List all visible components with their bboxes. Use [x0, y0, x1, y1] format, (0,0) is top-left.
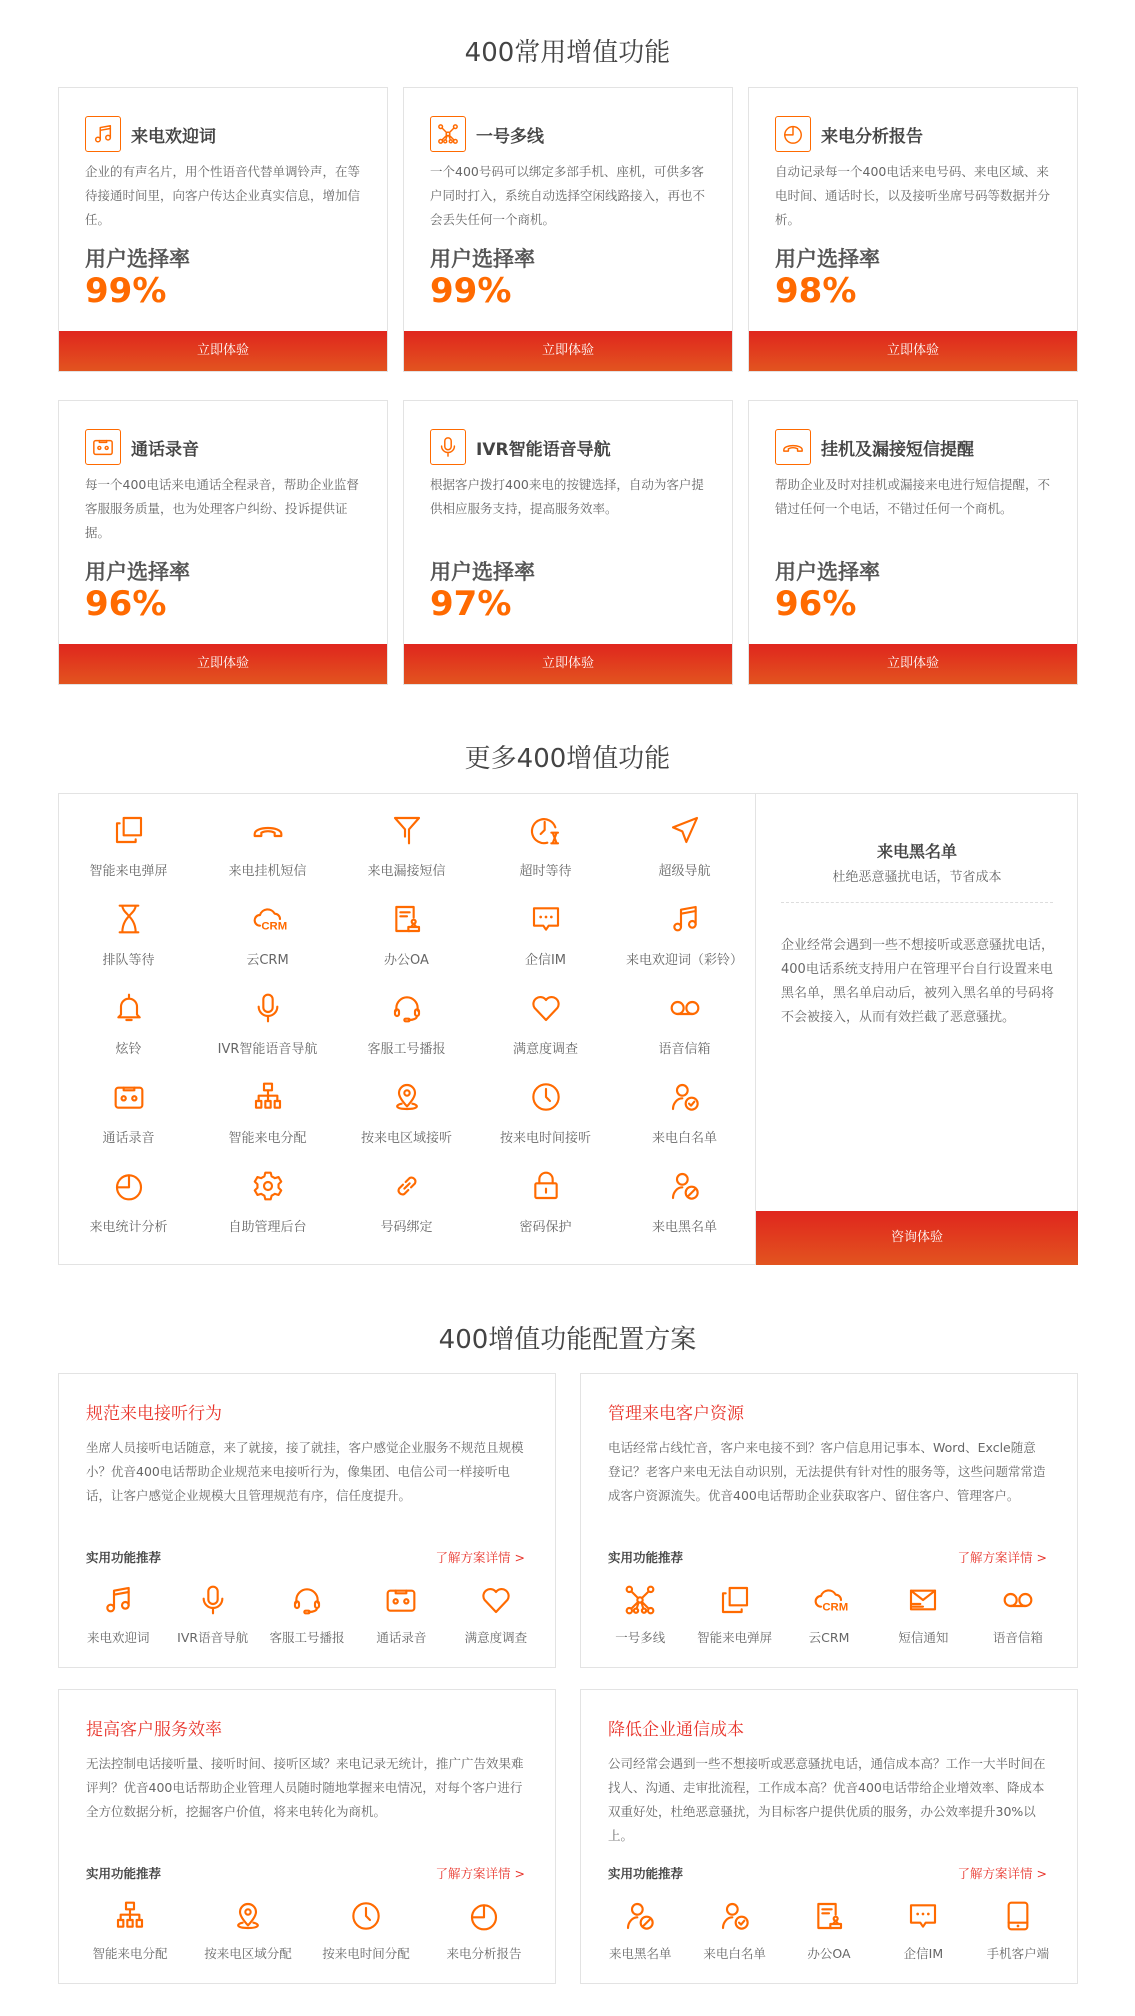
pie-icon: [468, 1900, 500, 1932]
try-now-button[interactable]: 立即体验: [749, 331, 1077, 371]
common-features-cards: [58, 87, 1078, 685]
feature-grid-item[interactable]: [59, 1075, 198, 1164]
feature-label: 满意度调查: [512, 1042, 578, 1057]
recommended-feature[interactable]: [593, 1900, 687, 1962]
user-check-icon: [669, 1081, 701, 1113]
solution-card: [580, 1689, 1078, 1984]
lock-icon: [530, 1170, 562, 1202]
recommended-feature[interactable]: [971, 1584, 1065, 1646]
music-icon: [102, 1584, 134, 1616]
consult-button[interactable]: 咨询体验: [756, 1211, 1078, 1265]
feature-label: 智能来电分配: [92, 1946, 168, 1961]
try-now-button[interactable]: 立即体验: [59, 644, 387, 684]
divider: [781, 902, 1053, 903]
recommended-feature[interactable]: [260, 1584, 354, 1646]
solution-details-link[interactable]: 了解方案详情 >: [957, 1550, 1047, 1565]
headset-icon: [291, 1584, 323, 1616]
feature-grid-item[interactable]: [615, 986, 754, 1075]
feature-label: 云CRM: [808, 1630, 850, 1645]
recommended-feature[interactable]: [687, 1900, 781, 1962]
icon-box: [85, 429, 121, 465]
rate-value: 99%: [85, 271, 167, 311]
solution-description: 电话经常占线忙音，客户来电接不到？客户信息用记事本、Word、Excle随意登记？老客户来电无法自动识别，无法提供有针对性的服务等，这些问题常常造成客户资源流失。优音400电话帮助企业获取客户、留住客户、管理客户。: [608, 1440, 1046, 1503]
feature-detail-panel: [755, 794, 1078, 1264]
feature-grid-item[interactable]: [615, 808, 754, 897]
feature-label: 手机客户端: [986, 1946, 1050, 1961]
feature-label: 按来电时间分配: [322, 1946, 410, 1961]
feature-grid-item[interactable]: [476, 1164, 615, 1253]
feature-grid-item[interactable]: [337, 1164, 476, 1253]
recommended-feature[interactable]: [83, 1900, 178, 1962]
feature-grid-item[interactable]: [476, 1075, 615, 1164]
feature-label: 按来电时间接听: [499, 1131, 591, 1146]
solution-card: [58, 1689, 556, 1984]
recommended-feature[interactable]: [437, 1900, 532, 1962]
card-description: 自动记录每一个400电话来电号码、来电区域、来电时间、通话时长，以及接听坐席号码等数据并分析。: [775, 164, 1051, 227]
recommended-features: [593, 1900, 1065, 1962]
feature-label: 来电白名单: [703, 1946, 766, 1961]
feature-grid: [59, 808, 755, 1253]
document-icon: [813, 1900, 845, 1932]
card-header: [85, 429, 199, 465]
feature-label: 炫铃: [115, 1042, 142, 1057]
svg-text:CRM: CRM: [260, 920, 287, 933]
solution-card: [580, 1373, 1078, 1668]
solution-title: 降低企业通信成本: [608, 1720, 744, 1740]
recommend-label: 实用功能推荐: [608, 1866, 684, 1881]
recommended-feature[interactable]: [687, 1584, 781, 1646]
detail-text: 企业经常会遇到一些不想接听或恶意骚扰电话，400电话系统支持用户在管理平台自行设置来电黑名单，黑名单启动后，被列入黑名单的号码将不会被接入，从而有效拦截了恶意骚扰。: [781, 938, 1055, 1025]
feature-label: 通话录音: [376, 1630, 427, 1645]
card-title: 来电欢迎词: [131, 126, 216, 147]
feature-grid-item[interactable]: [198, 986, 337, 1075]
feature-label: 来电欢迎词（彩铃）: [625, 953, 743, 968]
card-title: 通话录音: [131, 439, 199, 460]
voicemail-icon: [1002, 1584, 1034, 1616]
hangup-icon: [252, 814, 284, 846]
solution-description: 坐席人员接听电话随意，来了就接，接了就挂，客户感觉企业服务不规范且规模小？优音400电话帮助企业规范来电接听行为，像集团、电信公司一样接听电话，让客户感觉企业规模大且管理规范有序，信任度提升。: [86, 1440, 524, 1503]
feature-label: IVR语音导航: [177, 1630, 249, 1645]
feature-grid-item[interactable]: [337, 1075, 476, 1164]
recommended-features: [71, 1900, 543, 1962]
feature-card: [403, 87, 733, 372]
feature-label: IVR智能语音导航: [217, 1042, 318, 1057]
recommended-feature[interactable]: [319, 1900, 414, 1962]
recommended-feature[interactable]: [593, 1584, 687, 1646]
feature-label: 客服工号播报: [269, 1630, 345, 1645]
feature-label: 语音信箱: [658, 1042, 711, 1057]
card-description: 每一个400电话来电通话全程录音，帮助企业监督客服服务质量，也为处理客户纠纷、投诉提供证据。: [85, 477, 359, 540]
recommended-feature[interactable]: [165, 1584, 259, 1646]
recommend-label: 实用功能推荐: [86, 1866, 162, 1881]
rate-value: 96%: [775, 584, 857, 624]
recommended-feature[interactable]: [449, 1584, 543, 1646]
tape-icon: [113, 1081, 145, 1113]
feature-grid-item[interactable]: [59, 1164, 198, 1253]
feature-label: 来电漏接短信: [367, 864, 446, 879]
try-now-button[interactable]: 立即体验: [59, 331, 387, 371]
solution-description: 公司经常会遇到一些不想接听或恶意骚扰电话，通信成本高？工作一大半时间在找人、沟通、走审批流程，工作成本高？优音400电话带给企业增效率、降成本双重好处，杜绝恶意骚扰，为目标客户提供优质的服务，办公效率提升30%以上。: [608, 1756, 1046, 1843]
org-chart-icon: [252, 1081, 284, 1113]
feature-label: 超时等待: [519, 864, 572, 879]
feature-grid-item[interactable]: [615, 1075, 754, 1164]
detail-title: 来电黑名单: [876, 842, 957, 861]
icon-box: [775, 116, 811, 152]
solution-title: 提高客户服务效率: [86, 1720, 222, 1740]
cloud-crm-icon: [252, 903, 287, 935]
feature-label: 来电欢迎词: [86, 1630, 150, 1645]
feature-label: 智能来电弹屏: [89, 864, 168, 879]
feature-card: [58, 87, 388, 372]
section-title-common: 400常用增值功能: [464, 38, 671, 68]
icon-box: [430, 429, 466, 465]
gear-icon: [252, 1170, 284, 1202]
mic-icon: [437, 436, 459, 458]
network-icon: [437, 123, 459, 145]
music-icon: [669, 903, 701, 935]
card-header: [430, 116, 544, 152]
tape-icon: [92, 436, 114, 458]
recommend-label: 实用功能推荐: [608, 1550, 684, 1565]
feature-label: 企信IM: [524, 953, 567, 968]
icon-box: [775, 429, 811, 465]
recommended-feature[interactable]: [201, 1900, 296, 1962]
solution-description: 无法控制电话接听量、接听时间、接听区域？来电记录无统计，推广广告效果难评判？优音400电话帮助企业管理人员随时随地掌握来电情况，对每个客户进行全方位数据分析，挖掘客户价值，将来电转化为商机。: [86, 1756, 524, 1819]
solution-title: 管理来电客户资源: [608, 1404, 744, 1424]
recommended-feature[interactable]: [354, 1584, 448, 1646]
feature-label: 语音信箱: [992, 1630, 1043, 1645]
card-header: [775, 429, 974, 465]
user-block-icon: [624, 1900, 656, 1932]
voicemail-icon: [669, 992, 701, 1024]
feature-grid-item[interactable]: [59, 897, 198, 986]
solution-title: 规范来电接听行为: [86, 1404, 222, 1424]
feature-grid-item[interactable]: [337, 897, 476, 986]
recommended-features: [593, 1584, 1065, 1646]
card-title: 一号多线: [476, 126, 544, 147]
org-chart-icon: [114, 1900, 146, 1932]
location-icon: [391, 1081, 423, 1113]
svg-text:CRM: CRM: [822, 1601, 849, 1614]
feature-grid-item[interactable]: [59, 986, 198, 1075]
feature-grid-item[interactable]: [615, 1164, 754, 1253]
clock-icon: [530, 1081, 562, 1113]
feature-label: 办公OA: [384, 953, 429, 968]
mobile-icon: [1002, 1900, 1034, 1932]
feature-label: 云CRM: [246, 953, 289, 968]
chat-icon: [907, 1900, 939, 1932]
card-title: 来电分析报告: [821, 126, 923, 147]
hangup-icon: [782, 436, 804, 458]
hourglass-icon: [113, 903, 145, 935]
recommend-label: 实用功能推荐: [86, 1550, 162, 1565]
card-header: [775, 116, 923, 152]
feature-label: 企信IM: [903, 1946, 944, 1961]
feature-grid-item[interactable]: [615, 897, 754, 986]
mic-icon: [197, 1584, 229, 1616]
solution-details-link[interactable]: 了解方案详情 >: [435, 1866, 525, 1881]
feature-label: 智能来电分配: [228, 1131, 307, 1146]
rate-label: 用户选择率: [85, 560, 190, 584]
document-icon: [391, 903, 423, 935]
card-title: 挂机及漏接短信提醒: [821, 439, 974, 460]
filter-icon: [391, 814, 423, 846]
feature-label: 短信通知: [898, 1630, 949, 1645]
headset-icon: [391, 992, 423, 1024]
solutions: [58, 1373, 1078, 1984]
feature-label: 来电白名单: [651, 1131, 717, 1146]
feature-label: 通话录音: [102, 1131, 155, 1146]
card-description: 帮助企业及时对挂机或漏接来电进行短信提醒，不错过任何一个电话，不错过任何一个商机。: [775, 477, 1051, 516]
feature-label: 来电分析报告: [446, 1946, 522, 1961]
heart-icon: [530, 992, 562, 1024]
heart-icon: [480, 1584, 512, 1616]
feature-card: [403, 400, 733, 685]
feature-grid-item[interactable]: [59, 808, 198, 897]
solution-details-link[interactable]: 了解方案详情 >: [435, 1550, 525, 1565]
recommended-feature[interactable]: [782, 1900, 876, 1962]
feature-label: 智能来电弹屏: [697, 1630, 773, 1645]
card-description: 根据客户拨打400来电的按键选择，自动为客户提供相应服务支持，提高服务效率。: [430, 477, 704, 516]
copy-icon: [113, 814, 145, 846]
mail-icon: [907, 1584, 939, 1616]
network-icon: [624, 1584, 656, 1616]
section-title-solutions: 400增值功能配置方案: [438, 1325, 697, 1355]
feature-grid-item[interactable]: [337, 808, 476, 897]
feature-label: 满意度调查: [464, 1630, 528, 1645]
feature-grid-item[interactable]: [476, 897, 615, 986]
clock-wait-icon: [530, 814, 562, 846]
feature-label: 自助管理后台: [228, 1220, 307, 1235]
rate-value: 96%: [85, 584, 167, 624]
card-header: [85, 116, 216, 152]
feature-label: 超级导航: [658, 864, 711, 879]
feature-grid-item[interactable]: [337, 986, 476, 1075]
feature-label: 密码保护: [519, 1220, 572, 1235]
rate-label: 用户选择率: [430, 560, 535, 584]
pie-icon: [782, 123, 804, 145]
rate-value: 97%: [430, 584, 512, 624]
navigation-icon: [669, 814, 701, 846]
rate-value: 99%: [430, 271, 512, 311]
link-icon: [391, 1170, 423, 1202]
clock-icon: [350, 1900, 382, 1932]
recommended-feature[interactable]: [876, 1900, 970, 1962]
rate-label: 用户选择率: [775, 560, 880, 584]
feature-grid-item[interactable]: [198, 1164, 337, 1253]
feature-grid-item[interactable]: [476, 808, 615, 897]
section-title-more: 更多400增值功能: [464, 744, 671, 774]
feature-grid-item[interactable]: [198, 897, 337, 986]
feature-card: [748, 87, 1078, 372]
feature-grid-item[interactable]: [476, 986, 615, 1075]
detail-subtitle: 杜绝恶意骚扰电话，节省成本: [832, 870, 1002, 885]
feature-card: [748, 400, 1078, 685]
user-check-icon: [719, 1900, 751, 1932]
recommended-feature[interactable]: [876, 1584, 970, 1646]
try-now-button[interactable]: 立即体验: [404, 331, 732, 371]
card-description: 企业的有声名片，用个性语音代替单调铃声，在等待接通时间里，向客户传达企业真实信息，增加信任。: [85, 164, 361, 227]
feature-grid-item[interactable]: [198, 808, 337, 897]
user-block-icon: [669, 1170, 701, 1202]
card-description: 一个400号码可以绑定多部手机、座机，可供多客户同时打入，系统自动选择空闲线路接入，再也不会丢失任何一个商机。: [430, 164, 706, 227]
rate-value: 98%: [775, 271, 857, 311]
feature-grid-item[interactable]: [198, 1075, 337, 1164]
recommended-feature[interactable]: [782, 1584, 876, 1646]
bell-icon: [113, 992, 145, 1024]
pie-icon: [113, 1170, 145, 1202]
card-title: IVR智能语音导航: [476, 439, 611, 460]
solution-details-link[interactable]: 了解方案详情 >: [957, 1866, 1047, 1881]
feature-label: 按来电区域接听: [360, 1131, 452, 1146]
chat-icon: [530, 903, 562, 935]
feature-label: 办公OA: [807, 1946, 851, 1961]
feature-label: 来电挂机短信: [228, 864, 307, 879]
feature-label: 来电统计分析: [89, 1220, 168, 1235]
mic-icon: [252, 992, 284, 1024]
feature-label: 按来电区域分配: [204, 1946, 292, 1961]
cloud-crm-icon: [813, 1584, 849, 1616]
copy-icon: [719, 1584, 751, 1616]
location-icon: [232, 1900, 264, 1932]
feature-label: 来电黑名单: [608, 1946, 672, 1961]
rate-label: 用户选择率: [775, 247, 880, 271]
recommended-feature[interactable]: [71, 1584, 165, 1646]
icon-box: [430, 116, 466, 152]
feature-label: 客服工号播报: [367, 1042, 446, 1057]
try-now-button[interactable]: 立即体验: [404, 644, 732, 684]
feature-label: 号码绑定: [380, 1220, 433, 1235]
card-header: [430, 429, 611, 465]
music-icon: [92, 123, 114, 145]
feature-card: [58, 400, 388, 685]
solution-card: [58, 1373, 556, 1668]
feature-label: 排队等待: [102, 953, 155, 968]
rate-label: 用户选择率: [85, 247, 190, 271]
rate-label: 用户选择率: [430, 247, 535, 271]
feature-label: 一号多线: [615, 1630, 666, 1645]
icon-box: [85, 116, 121, 152]
feature-label: 来电黑名单: [651, 1220, 717, 1235]
recommended-feature[interactable]: [971, 1900, 1065, 1962]
try-now-button[interactable]: 立即体验: [749, 644, 1077, 684]
recommended-features: [71, 1584, 543, 1646]
more-features-panel: [58, 793, 1078, 1265]
tape-icon: [385, 1584, 417, 1616]
